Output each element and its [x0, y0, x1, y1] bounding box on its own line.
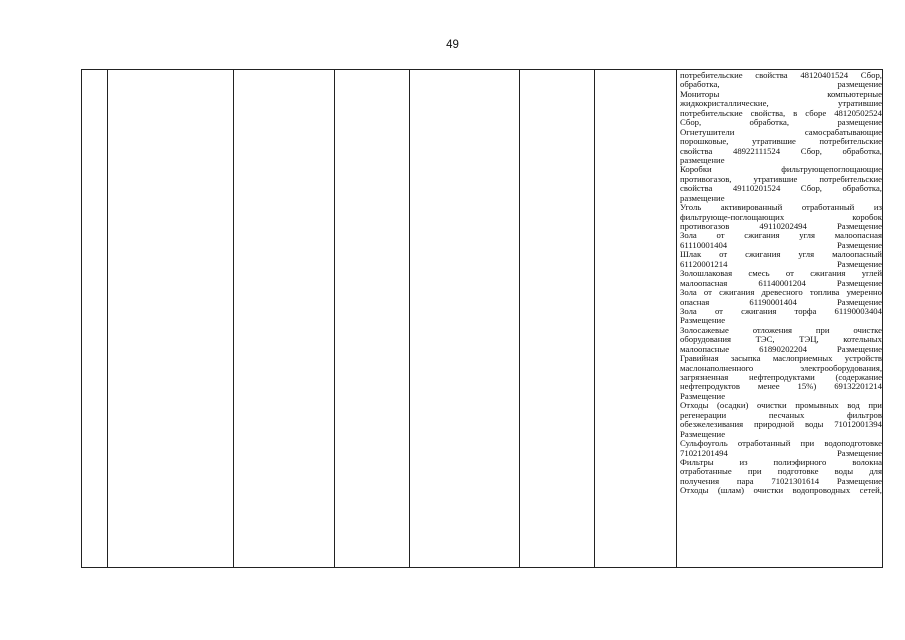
text-line [680, 99, 882, 108]
word: 71021201494 [680, 448, 728, 458]
word: обработка, [680, 80, 720, 90]
word: отработанные [680, 467, 732, 477]
text-line [680, 90, 882, 99]
word: устройств [844, 354, 882, 364]
word: 49110201524 [732, 184, 781, 194]
word: сжигания [810, 269, 846, 279]
text-line-content: Размещение [680, 429, 726, 439]
word: 61120001214 [680, 259, 728, 269]
word: (содержание [835, 373, 882, 382]
word: оборудования [680, 335, 732, 345]
word: угля [799, 231, 815, 241]
word: отработанный [801, 203, 855, 213]
word: Уголь [680, 203, 702, 213]
word: промывных [795, 401, 839, 411]
text-line [680, 364, 882, 373]
word: 48120502524 [834, 108, 882, 118]
word: от [714, 306, 723, 316]
word: потребительские [819, 137, 882, 147]
text-line [680, 458, 882, 467]
word: Сбор, [800, 146, 822, 156]
word: Зола [680, 288, 697, 298]
word: 48922111524 [732, 146, 781, 156]
word: обработка, [842, 146, 882, 156]
word: Фильтры [680, 457, 714, 467]
text-line [680, 420, 882, 429]
word: из [873, 203, 882, 213]
word: Размещение [836, 297, 882, 307]
word: Размещение [836, 278, 882, 288]
word: сборе [805, 108, 827, 118]
word: обработка, [749, 118, 790, 128]
word: 61140001204 [758, 278, 806, 288]
word: торфа [794, 306, 817, 316]
word: от [785, 269, 794, 279]
word: умеренно [846, 288, 882, 298]
word: Зола [680, 231, 697, 241]
word: при [815, 325, 830, 335]
column-divider [233, 70, 234, 567]
text-line [680, 231, 882, 240]
text-line [680, 316, 882, 325]
word: Размещение [836, 344, 882, 354]
word: Сбор, [680, 118, 702, 128]
word: утратившие [838, 99, 882, 109]
word: волокна [852, 457, 882, 467]
text-line [680, 260, 882, 269]
word: маслоприемных [772, 354, 833, 364]
word: порошковые, [680, 137, 729, 147]
text-line [680, 477, 882, 486]
word: Сбор, [860, 71, 882, 80]
word: очистки [757, 401, 787, 411]
word: малоопасная [680, 278, 728, 288]
text-line [680, 128, 882, 137]
text-line [680, 250, 882, 259]
text-line [680, 147, 882, 156]
word: свойства [680, 146, 713, 156]
word: самосрабатывающие [804, 127, 882, 137]
word: из [739, 457, 748, 467]
text-line [680, 203, 882, 212]
text-line [680, 486, 882, 495]
word: фильтрующе-поглощающих [680, 212, 785, 222]
text-line [680, 411, 882, 420]
word: потребительские [819, 174, 882, 184]
word: котельных [843, 335, 882, 345]
word: малоопасный [832, 250, 882, 260]
word: водоподготовке [824, 439, 882, 449]
word: угля [798, 250, 815, 260]
word: Размещение [836, 259, 882, 269]
text-line [680, 109, 882, 118]
word: малоопасная [834, 231, 882, 241]
word: водопроводных [792, 486, 851, 496]
word: нефтепродуктами [749, 373, 815, 382]
word: потребительские [680, 71, 743, 80]
word: воды [834, 467, 854, 477]
word: Огнетушители [680, 127, 735, 137]
waste-description-cell [680, 71, 882, 496]
word: 71012001394 [834, 420, 882, 430]
word: размещение [837, 80, 882, 90]
word: утратившие [753, 174, 798, 184]
word: сжигания [745, 250, 781, 260]
word: Отходы [680, 486, 709, 496]
column-divider [519, 70, 520, 567]
word: получения [680, 476, 720, 486]
word: фильтров [847, 410, 882, 420]
text-line [680, 184, 882, 193]
word: Отходы [680, 401, 709, 411]
word: при [747, 467, 762, 477]
word: от [703, 288, 712, 298]
word: компьютерные [827, 89, 882, 99]
word: топлива [809, 288, 840, 298]
word: свойства [755, 71, 788, 80]
word: размещение [837, 118, 882, 128]
text-line [680, 401, 882, 410]
text-line [680, 439, 882, 448]
word: отработанный [737, 439, 791, 449]
word: Сбор, [800, 184, 822, 194]
word: малоопасные [680, 344, 730, 354]
page-number: 49 [446, 39, 459, 51]
text-line [680, 279, 882, 288]
word: электрооборудования, [800, 363, 882, 373]
word: Шлак [680, 250, 702, 260]
word: свойства, [750, 108, 786, 118]
text-line [680, 80, 882, 89]
text-line-content: Размещение [680, 316, 726, 326]
text-line [680, 137, 882, 146]
word: жидкокристаллические, [680, 99, 769, 109]
word: подготовке [777, 467, 819, 477]
word: полиэфирного [773, 457, 827, 467]
word: опасная [680, 297, 710, 307]
word: при [868, 401, 882, 411]
word: Размещение [836, 476, 882, 486]
text-line [680, 71, 882, 80]
text-line [680, 269, 882, 278]
word: 48120401524 [800, 71, 849, 80]
word: обработка, [842, 184, 882, 194]
word: 49110202494 [759, 222, 807, 231]
word: при [800, 439, 815, 449]
text-line [680, 467, 882, 476]
text-line [680, 213, 882, 222]
word: от [719, 250, 728, 260]
word: Зола [680, 306, 697, 316]
word: 61890202204 [759, 344, 807, 354]
text-line [680, 241, 882, 250]
word: Золошлаковая [680, 269, 733, 279]
text-line-content: размещение [680, 193, 725, 203]
text-line [680, 326, 882, 335]
word: пара [736, 476, 754, 486]
word: 15%) [797, 382, 817, 392]
word: регенерации [680, 410, 727, 420]
text-line-content: Размещение [680, 391, 726, 401]
waste-table [81, 69, 883, 568]
text-line [680, 307, 882, 316]
word: ТЭЦ, [799, 335, 819, 345]
text-line [680, 298, 882, 307]
text-line [680, 288, 882, 297]
text-line [680, 449, 882, 458]
word: отложения [752, 325, 792, 335]
text-line [680, 382, 882, 391]
text-line [680, 175, 882, 184]
word: Коробки [680, 165, 712, 175]
column-divider [676, 70, 677, 567]
word: свойства [680, 184, 713, 194]
word: от [716, 231, 725, 241]
word: противогазов, [680, 174, 732, 184]
word: сетей, [859, 486, 882, 496]
word: утратившие [751, 137, 796, 147]
word: Размещение [836, 448, 882, 458]
column-divider [594, 70, 595, 567]
word: нефтепродуктов [680, 382, 740, 392]
text-line [680, 392, 882, 401]
word: сжигания [744, 231, 780, 241]
word: (шлам) [717, 486, 745, 496]
text-line [680, 194, 882, 203]
text-line [680, 373, 882, 382]
word: активированный [720, 203, 783, 213]
text-line [680, 430, 882, 439]
text-line [680, 165, 882, 174]
text-line [680, 222, 882, 231]
word: сжигания [741, 306, 777, 316]
word: в [793, 108, 798, 118]
word: 61110001404 [680, 240, 728, 250]
word: маслонаполненного [680, 363, 754, 373]
word: противогазов [680, 222, 730, 231]
word: углей [861, 269, 882, 279]
word: Сульфоуголь [680, 439, 728, 449]
text-line [680, 354, 882, 363]
word: Размещение [836, 222, 882, 231]
word: (осадки) [716, 401, 749, 411]
word: смесь [748, 269, 770, 279]
word: 71021301614 [771, 476, 820, 486]
text-line-content: размещение [680, 155, 725, 165]
word: потребительские [680, 108, 743, 118]
word: очистки [753, 486, 784, 496]
word: древесного [761, 288, 803, 298]
word: для [869, 467, 882, 477]
text-line [680, 345, 882, 354]
column-divider [334, 70, 335, 567]
text-line [680, 156, 882, 165]
word: песчаных [768, 410, 805, 420]
word: коробок [852, 212, 882, 222]
word: природной [753, 420, 795, 430]
text-line [680, 118, 882, 127]
word: Гравийная [680, 354, 719, 364]
word: ТЭС, [755, 335, 775, 345]
word: сжигания [719, 288, 755, 298]
word: обезжелезивания [680, 420, 744, 430]
word: Размещение [836, 240, 882, 250]
word: фильтрующепоглощающие [781, 165, 882, 175]
word: 61190003404 [834, 306, 882, 316]
word: воды [804, 420, 824, 430]
word: Золосажевые [680, 325, 729, 335]
column-divider [107, 70, 108, 567]
word: вод [847, 401, 860, 411]
word: загрязненная [680, 373, 729, 382]
word: менее [757, 382, 780, 392]
word: Мониторы [680, 89, 720, 99]
word: 69132201214 [834, 382, 882, 392]
word: очистке [853, 325, 882, 335]
text-line [680, 335, 882, 344]
word: 61190001404 [749, 297, 797, 307]
word: засыпка [730, 354, 761, 364]
column-divider [409, 70, 410, 567]
